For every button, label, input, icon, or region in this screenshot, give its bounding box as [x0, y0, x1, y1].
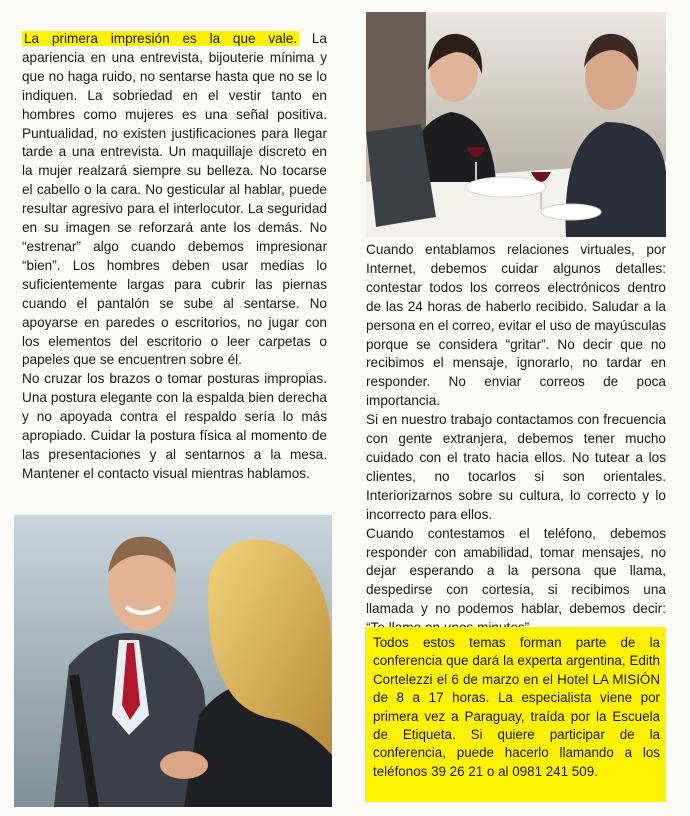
conference-info-text: Todos estos temas forman parte de la conferencia que dará la experta argentina, Edith Cortelezzi el 6 de marzo en el Hotel LA MISIÓN de 8 a 17 horas. La especialista viene por primera vez a Paraguay, traída por la Escuela de Etiqueta. Si quiere participar de la conferencia, puede hacerlo llamando a los teléfonos 39 26 21 o al 0981 241 509. [373, 635, 660, 779]
highlighted-heading: La primera impresión es la que vale. [24, 31, 298, 46]
left-text-column [22, 30, 327, 484]
paragraph-text: La apariencia en una entrevista, bijouterie mínima y que no haga ruido, no sentarse hasta que no se lo indiquen. La sobriedad en el vestir tanto en hombres como mujeres es una señal positiva. Puntualidad, no existen justificaciones para llegar tarde a una entrevista. Un maquillaje discreto en la mujer realzará siempre su belleza. No tocarse el cabello o la cara. No gesticular al hablar, puede resultar agresivo para el interlocutor. La seguridad en su imagen se reforzará ante los demás. No “estrenar” algo cuando debemos impresionar “bien”. Los hombres deben usar medias lo suficientemente largas para cubrir las piernas cuando el pantalón se sube al sentarse. No apoyarse en paredes o escritorios, no jugar con los elementos del escritorio o leer carpetas o papeles que se encuentren sobre él. [22, 31, 327, 368]
handshake-photo [14, 515, 332, 807]
paragraph-telephone: Cuando contestamos el teléfono, debemos responder con amabilidad, tomar mensajes, no dejar esperando a la persona que llama, despedirse con cortesía, si recibimos una llamada y no podemos hablar, debemos decir: [366, 525, 666, 617]
dinner-meeting-photo [366, 12, 666, 237]
right-text-column [366, 241, 666, 638]
paragraph-internet: Cuando entablamos relaciones virtuales, por Internet, debemos cuidar algunos detalles: contestar todos los correos electrónicos dentro de las 24 horas de haberlo recibido. Saludar a la persona en el correo, evitar el uso de mayúsculas porque se considera “gritar”. No decir que no recibimos el mensaje, ignorarlo, no tardar en responder. No enviar correos de poca importancia. [366, 242, 666, 409]
paragraph-first-impression [22, 30, 327, 370]
conference-info-box [365, 627, 666, 802]
paragraph-posture: No cruzar los brazos o tomar posturas impropias. Una postura elegante con la espalda bien derecha y no apoyada contra el respaldo sería lo más apropiado. Cuidar la postura física al momento de las presentaciones y al sentarnos a la mesa. Mantener el contacto visual mientras hablamos. [22, 371, 327, 481]
paragraph-foreigners: Si en nuestro trabajo contactamos con frecuencia con gente extranjera, debemos tener mucho cuidado con el trato hacia ellos. No tutear a los clientes, no tocarlos si son orientales. Interiorizarnos sobre su cultura, lo correcto y lo incorrecto para ellos. [366, 412, 666, 522]
